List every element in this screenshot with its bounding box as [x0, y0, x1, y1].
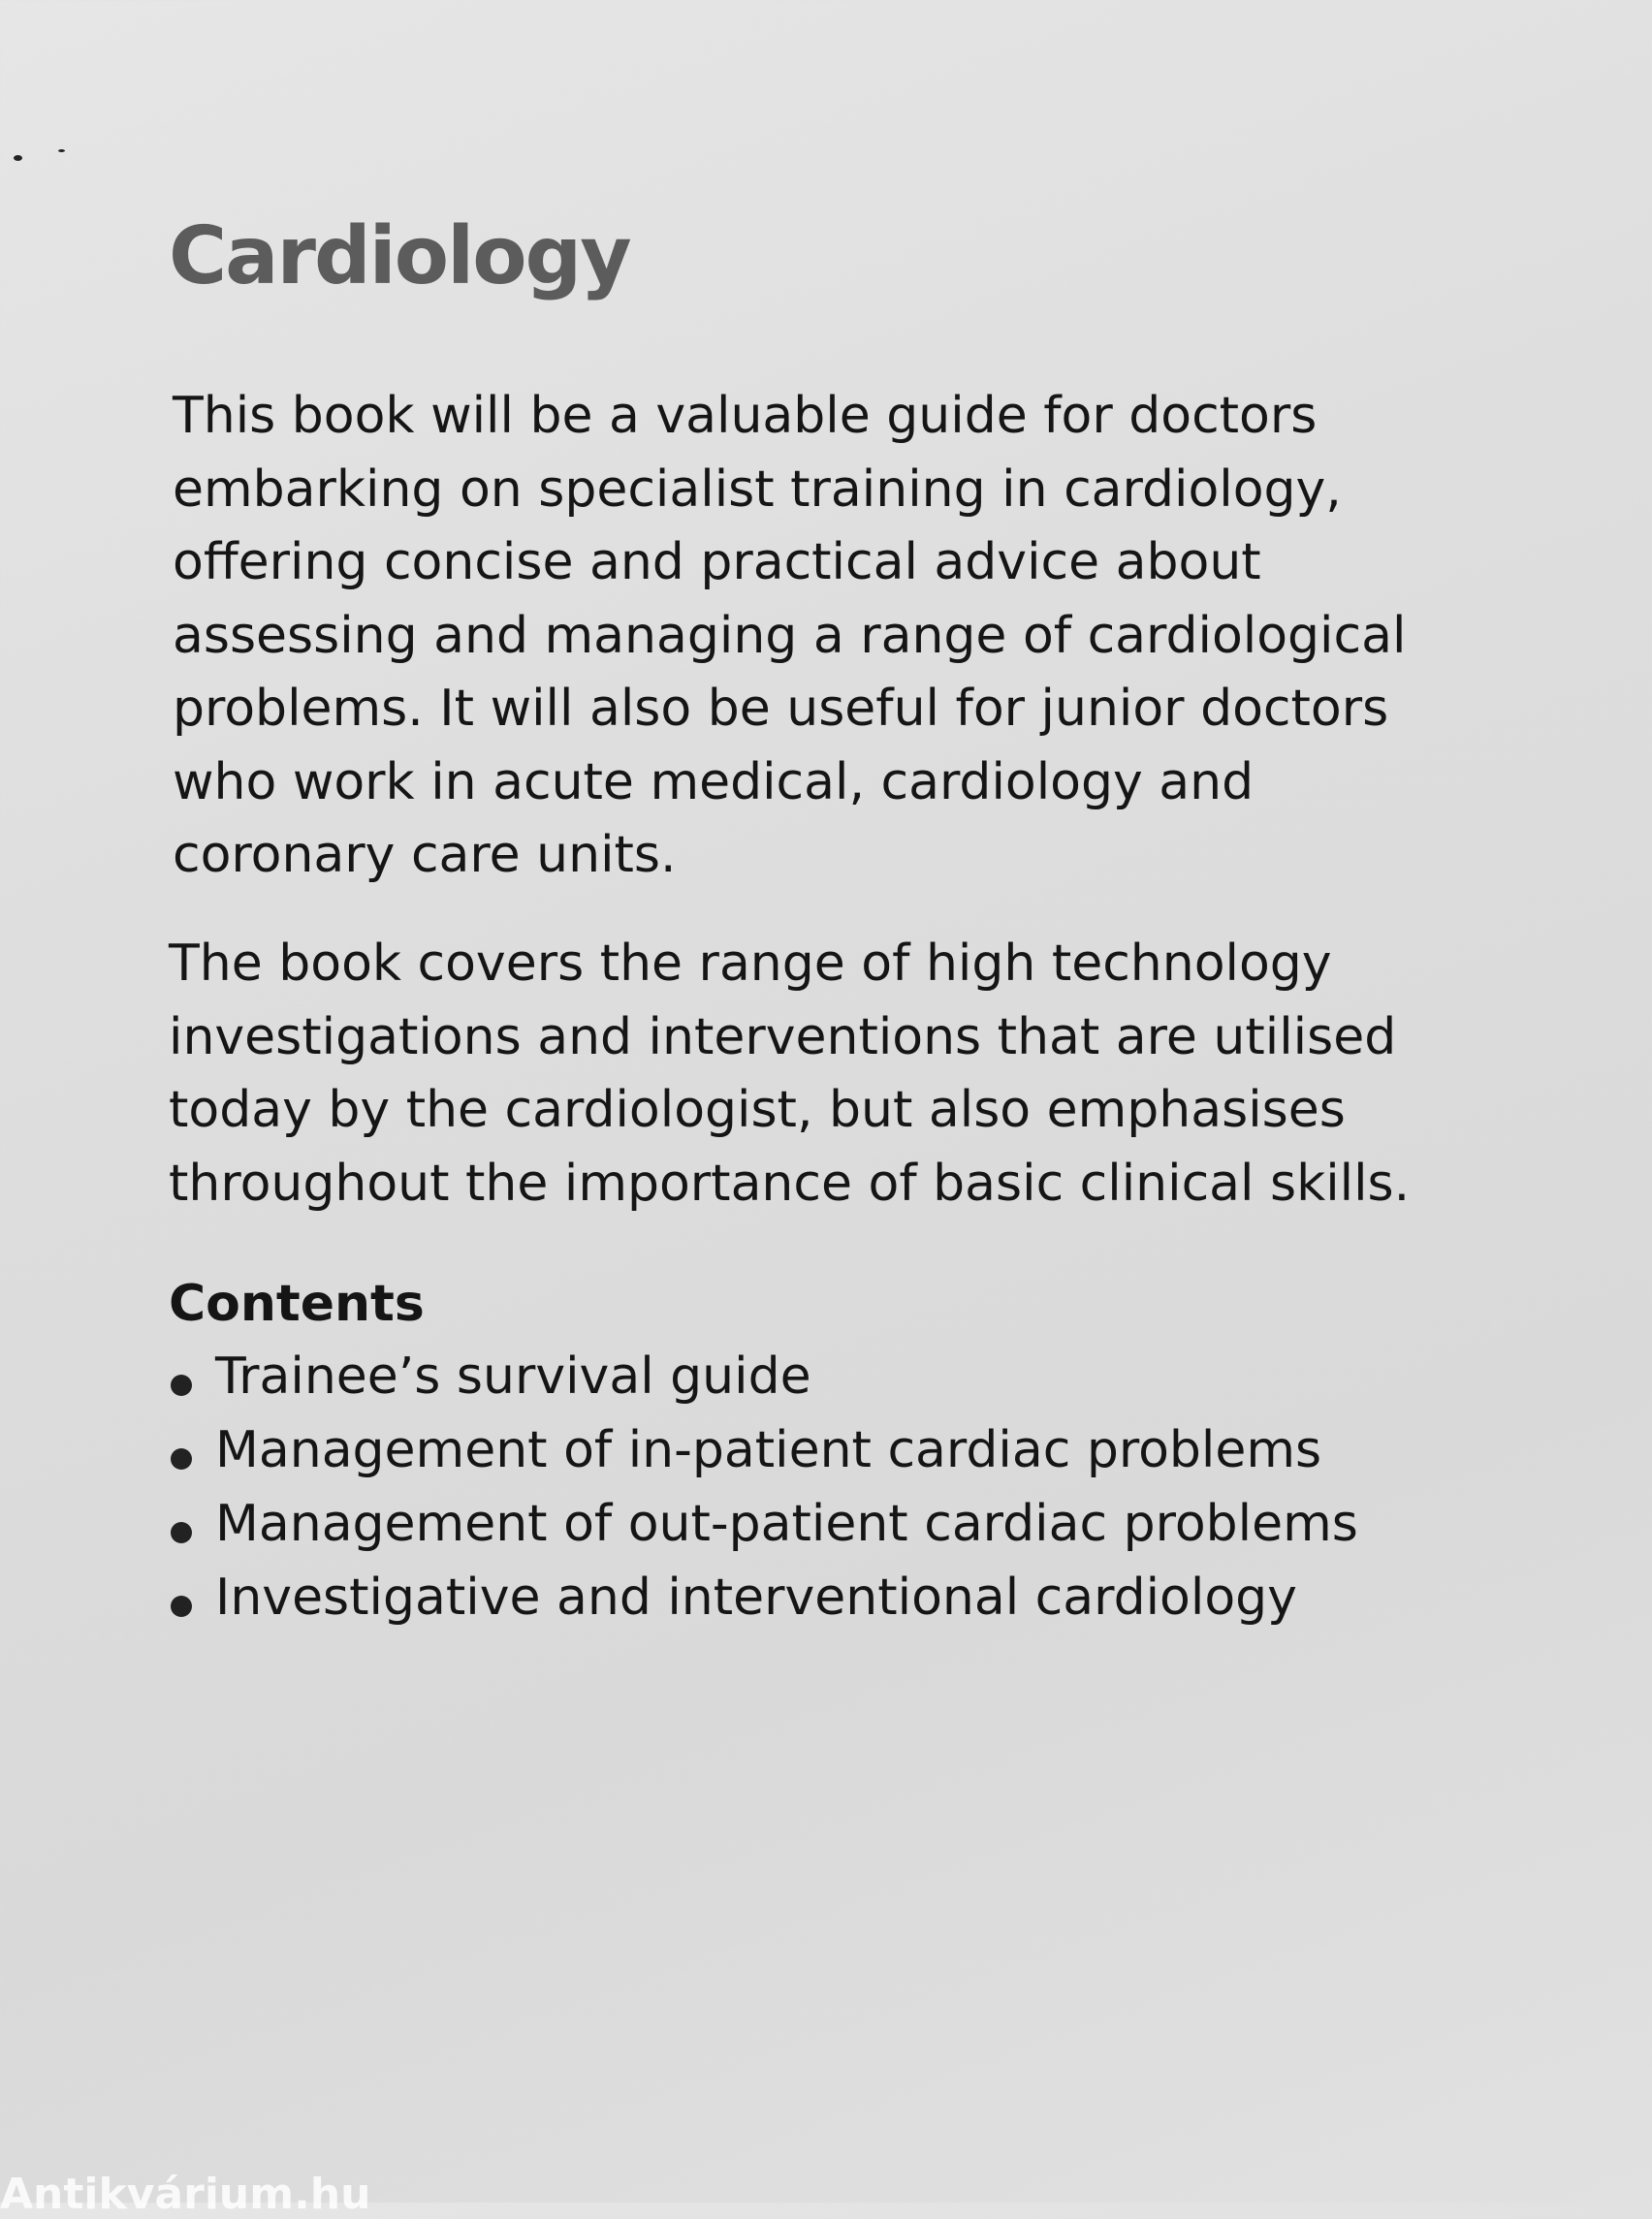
- contents-item: [169, 1561, 1358, 1634]
- contents-item-label: Investigative and interventional cardiology: [215, 1569, 1297, 1627]
- contents-heading: Contents: [169, 1275, 425, 1333]
- bullet-icon: [171, 1375, 192, 1396]
- paper-speck: [58, 149, 65, 152]
- description-line: assessing and managing a range of cardiological: [173, 606, 1407, 665]
- contents-item: [169, 1340, 1358, 1413]
- bullet-icon: [171, 1522, 192, 1543]
- contents-item-label: Management of out-patient cardiac problems: [215, 1495, 1358, 1553]
- description-paragraph-2: [169, 928, 1526, 1220]
- description-line: offering concise and practical advice about: [173, 533, 1261, 591]
- contents-item-label: Management of in-patient cardiac problems: [215, 1421, 1322, 1479]
- description-line: investigations and interventions that are utilised: [169, 1007, 1397, 1066]
- description-line: throughout the importance of basic clinical skills.: [169, 1154, 1411, 1213]
- contents-item: [169, 1413, 1358, 1487]
- watermark: Antikvárium.hu: [0, 2170, 371, 2219]
- bullet-icon: [171, 1448, 192, 1470]
- bullet-icon: [171, 1596, 192, 1617]
- description-line: This book will be a valuable guide for doctors: [173, 387, 1318, 445]
- description-line: problems. It will also be useful for junior doctors: [173, 680, 1389, 738]
- description-line: who work in acute medical, cardiology and: [173, 752, 1255, 811]
- paper-speck: [14, 155, 22, 161]
- contents-list: [169, 1340, 1358, 1634]
- description-paragraph-1: [173, 380, 1530, 893]
- description-line: embarking on specialist training in cardiology,: [173, 460, 1342, 519]
- contents-item-label: Trainee’s survival guide: [215, 1347, 811, 1406]
- description-line: The book covers the range of high technology: [169, 935, 1332, 993]
- description-line: today by the cardiologist, but also emphasises: [169, 1081, 1346, 1139]
- book-title: Cardiology: [169, 210, 630, 302]
- cover-text-block: [169, 204, 1526, 1627]
- contents-item: [169, 1487, 1358, 1561]
- description-line: coronary care units.: [173, 826, 677, 884]
